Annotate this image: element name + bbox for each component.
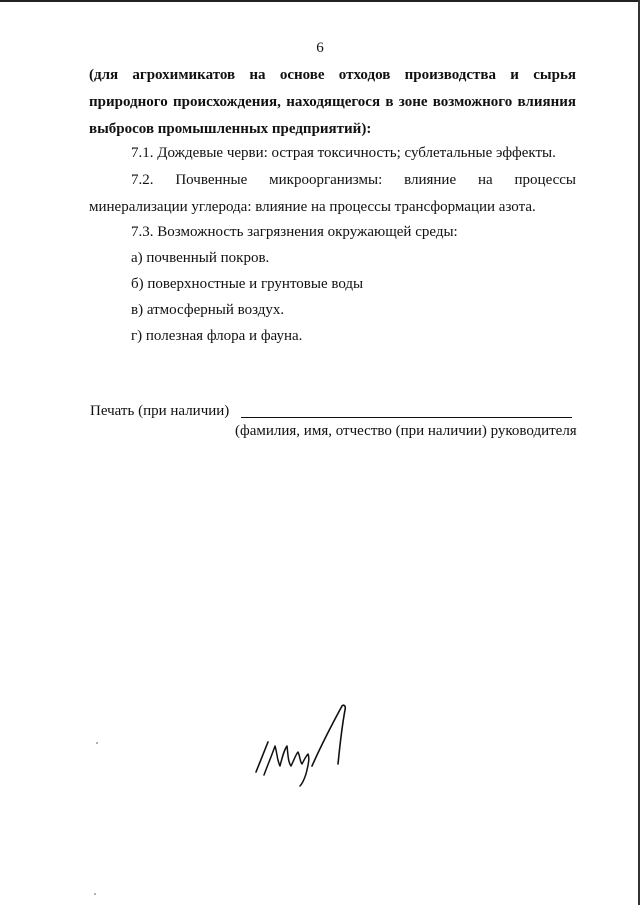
heading-line-1: (для агрохимикатов на основе отходов производства и сырья	[89, 67, 576, 83]
item-a: а) почвенный покров.	[131, 250, 270, 266]
section-heading	[89, 62, 576, 143]
item-b: б) поверхностные и грунтовые воды	[131, 276, 364, 292]
heading-line-2: природного происхождения, находящегося в зоне возможного влияния	[89, 94, 576, 110]
scan-speck	[96, 742, 98, 744]
item-7-2-line-2: минерализации углерода: влияние на процессы трансформации азота.	[89, 199, 536, 215]
signature-line	[241, 417, 572, 418]
item-v: в) атмосферный воздух.	[131, 302, 285, 318]
item-7-2-line-1: 7.2. Почвенные микроорганизмы: влияние на процессы	[131, 172, 576, 188]
item-7-1: 7.1. Дождевые черви: острая токсичность; сублетальные эффекты.	[131, 145, 556, 161]
scan-speck	[94, 893, 96, 895]
seal-label: Печать (при наличии)	[90, 403, 230, 419]
page-top-edge	[0, 0, 640, 2]
item-7-3: 7.3. Возможность загрязнения окружающей среды:	[131, 224, 458, 240]
item-g: г) полезная флора и фауна.	[131, 328, 303, 344]
heading-line-3: выбросов промышленных предприятий):	[89, 121, 372, 137]
page-number: 6	[316, 40, 324, 56]
handwritten-signature	[250, 700, 370, 790]
fio-caption: (фамилия, имя, отчество (при наличии) руководителя	[235, 423, 577, 439]
